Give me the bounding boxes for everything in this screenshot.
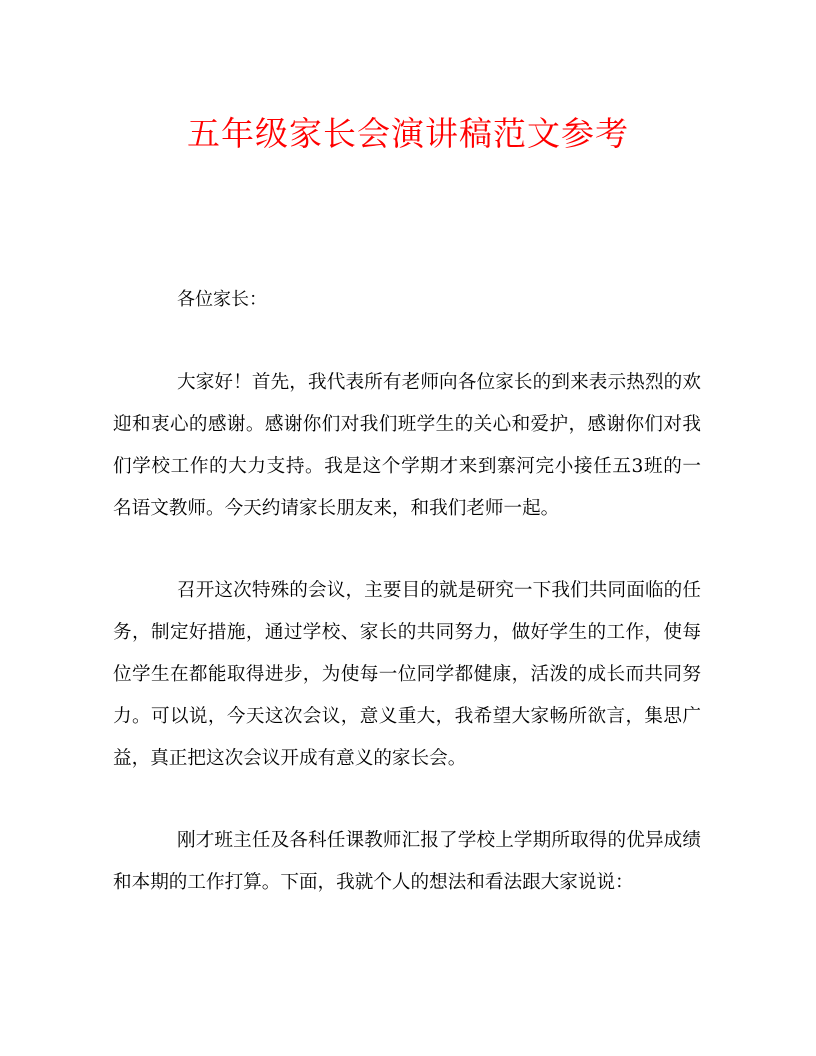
paragraph-2: 召开这次特殊的会议，主要目的就是研究一下我们共同面临的任务，制定好措施，通过学校、家长的共同努力，做好学生的工作，使每位学生在都能取得进步，为使每一位同学都健康，活泼的成长而共同努力。可以说，今天这次会议，意义重大，我希望大家畅所欲言，集思广益，真正把这次会议开成有意义的家长会。 <box>113 580 701 769</box>
paragraph-1: 大家好！首先，我代表所有老师向各位家长的到来表示热烈的欢迎和衷心的感谢。感谢你们对我们班学生的关心和爱护，感谢你们对我们学校工作的大力支持。我是这个学期才来到寨河完小接任五3班的一名语文教师。今天约请家长朋友来，和我们老师一起。 <box>113 372 701 519</box>
document-title: 五年级家长会演讲稿范文参考 <box>187 114 629 153</box>
paragraph-3: 刚才班主任及各科任课教师汇报了学校上学期所取得的优异成绩和本期的工作打算。下面，我就个人的想法和看法跟大家说说： <box>113 830 701 893</box>
salutation: 各位家长： <box>177 289 267 310</box>
